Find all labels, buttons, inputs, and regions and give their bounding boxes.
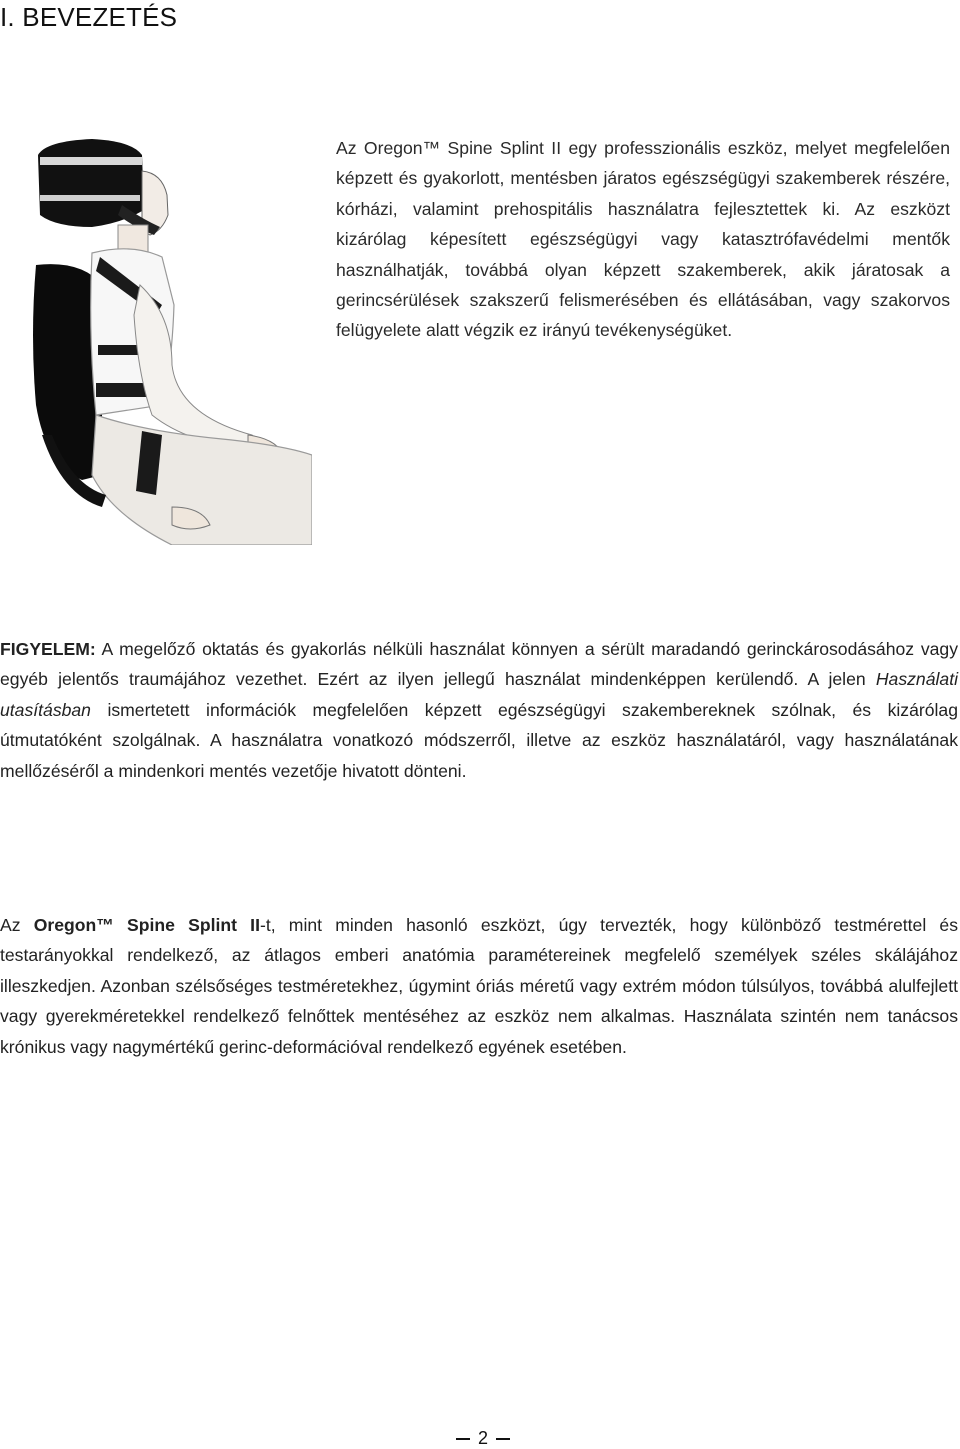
warning-label: FIGYELEM: (0, 639, 96, 659)
intro-paragraph: Az Oregon™ Spine Splint II egy professzionális eszköz, melyet megfelelően képzett és gyakorlott, mentésben járatos egészségügyi szakemberek részére, kórházi, valamint prehospitális használatra fejlesztettek ki. Az eszközt kizárólag képesített egészségügyi vagy katasztrófavédelmi mentők használhatják, továbbá olyan képzett szakemberek, akik járatosak a gerincsérülések szakszerű felismerésében és ellátásában, vagy szakorvos felügyelete alatt végzik ez irányú tevékenységüket. (336, 138, 950, 341)
product-fit-paragraph (0, 910, 958, 1062)
page-title: I. BEVEZETÉS (0, 2, 178, 32)
product-photo (22, 135, 312, 545)
warning-text-1: A megelőző oktatás és gyakorlás nélküli használat könnyen a sérült maradandó gerinckárosodásához vagy egyéb jelentős traumájához vezethet. Ezért az ilyen jellegű használat mindenképpen kerülendő. A jelen (0, 639, 958, 690)
product-name: Oregon™ Spine Splint II (33, 915, 260, 935)
warning-text-2: ismertetett információk megfelelően képzett egészségügyi szakembereknek szólnak, és kizárólag útmutatóként szolgálnak. A használatra vonatkozó módszerről, illetve az eszköz használatáról, vagy használatának mellőzéséről a mindenkori mentés vezetője hivatott dönteni. (0, 699, 958, 781)
seated-patient-with-spine-splint-illustration (22, 135, 312, 545)
page-footer (456, 1428, 510, 1449)
about-prefix: Az (0, 915, 34, 935)
warning-paragraph (0, 634, 958, 786)
about-text: -t, mint minden hasonló eszközt, úgy tervezték, hogy különböző testmérettel és testarányokkal rendelkező, az átlagos emberi anatómia paramétereinek megfelelő személyek széles skálájához illeszkedjen. Azonban szélsőséges testméretekhez, úgymint óriás méretű vagy extrém módon túlsúlyos, továbbá alulfejlett vagy gyerekméretekkel rendelkező felnőttek mentéséhez az eszköz nem alkalmas. Használata szintén nem tanácsos krónikus vagy nagymértékű gerinc-deformációval rendelkező egyének esetében. (0, 915, 959, 1057)
manual-title: Használati utasításban (0, 669, 958, 720)
page-number: 2 (478, 1428, 489, 1448)
dash-right (496, 1438, 510, 1440)
dash-left (456, 1438, 470, 1440)
